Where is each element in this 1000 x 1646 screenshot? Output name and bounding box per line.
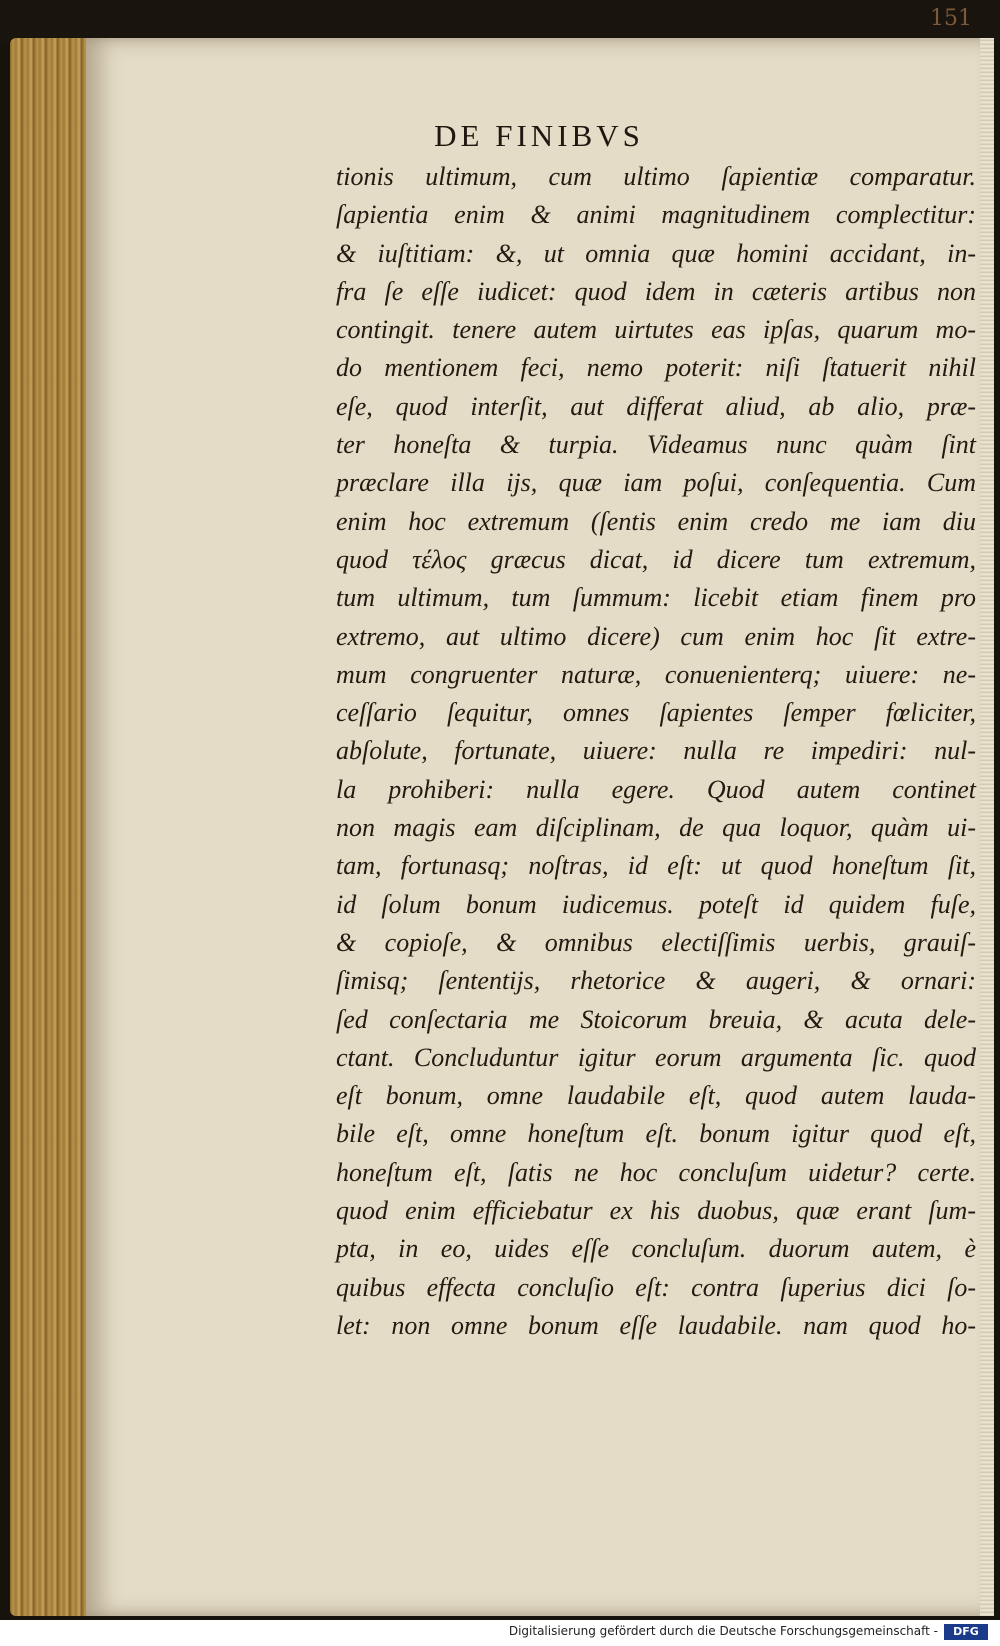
text-line: la prohiberi: nulla egere. Quod autem continet: [336, 774, 976, 804]
dfg-logo: DFG: [944, 1624, 988, 1640]
text-line: do mentionem feci, nemo poterit: niſi ſtatuerit nihil: [336, 353, 976, 383]
text-line: ceſſario ſequitur, omnes ſapientes ſemper fœliciter,: [336, 698, 976, 728]
text-line: ſimisq; ſententijs, rhetorice & augeri, & ornari:: [336, 966, 976, 996]
running-header: DE FINIBVS: [434, 118, 644, 153]
text-line: quibus effecta concluſio eſt: contra ſuperius dici ſo-: [336, 1272, 976, 1302]
text-line: & copioſe, & omnibus electiſſimis uerbis, grauiſ-: [336, 927, 976, 957]
text-line: abſolute, fortunate, uiuere: nulla re impediri: nul-: [336, 736, 976, 766]
text-line: let: non omne bonum eſſe laudabile. nam quod ho-: [336, 1310, 976, 1340]
text-line: præclare illa ijs, quæ iam poſui, conſequentia. Cum: [336, 468, 976, 498]
text-line: ſapientia enim & animi magnitudinem complectitur:: [336, 200, 976, 230]
top-dark-band: [0, 0, 1000, 42]
page-right-edge: [980, 38, 994, 1616]
text-line: enim hoc extremum (ſentis enim credo me iam diu: [336, 506, 976, 536]
funding-credit: Digitalisierung gefördert durch die Deutsche Forschungsgemeinschaft -: [508, 1624, 938, 1638]
text-line: extremo, aut ultimo dicere) cum enim hoc ſit extre-: [336, 621, 976, 651]
text-line: contingit. tenere autem uirtutes eas ipſas, quarum mo-: [336, 315, 976, 345]
text-line: eſe, quod interſit, aut differat aliud, ab alio, præ-: [336, 391, 976, 421]
text-line: & iuſtitiam: &, ut omnia quæ homini accidant, in-: [336, 238, 976, 268]
text-line: pta, in eo, uides eſſe concluſum. duorum autem, è: [336, 1234, 976, 1264]
text-line: quod enim efficiebatur ex his duobus, quæ erant ſum-: [336, 1196, 976, 1226]
text-line: quod τέλος græcus dicat, id dicere tum extremum,: [336, 544, 976, 574]
text-line: ſed conſectaria me Stoicorum breuia, & acuta dele-: [336, 1004, 976, 1034]
digitization-footer: [0, 1620, 1000, 1646]
text-line: eſt bonum, omne laudabile eſt, quod autem lauda-: [336, 1081, 976, 1111]
text-line: tum ultimum, tum ſummum: licebit etiam finem pro: [336, 583, 976, 613]
text-line: bile eſt, omne honeſtum eſt. bonum igitur quod eſt,: [336, 1119, 976, 1149]
text-line: fra ſe eſſe iudicet: quod idem in cæteris artibus non: [336, 276, 976, 306]
text-line: mum congruenter naturæ, conuenienterq; uiuere: ne-: [336, 659, 976, 689]
text-line: honeſtum eſt, ſatis ne hoc concluſum uidetur? certe.: [336, 1157, 976, 1187]
text-line: ter honeſta & turpia. Videamus nunc quàm ſint: [336, 430, 976, 460]
text-line: id ſolum bonum iudicemus. poteſt id quidem fuſe,: [336, 889, 976, 919]
corner-mark: 151: [930, 6, 972, 31]
body-text: [336, 158, 976, 1345]
text-line: tam, fortunasq; noſtras, id eſt: ut quod honeſtum ſit,: [336, 851, 976, 881]
gilded-page-edge: [10, 38, 90, 1616]
text-line: tionis ultimum, cum ultimo ſapientiæ comparatur.: [336, 162, 976, 191]
text-line: ctant. Concluduntur igitur eorum argumenta ſic. quod: [336, 1042, 976, 1072]
text-line: non magis eam diſciplinam, de qua loquor, quàm ui-: [336, 813, 976, 843]
